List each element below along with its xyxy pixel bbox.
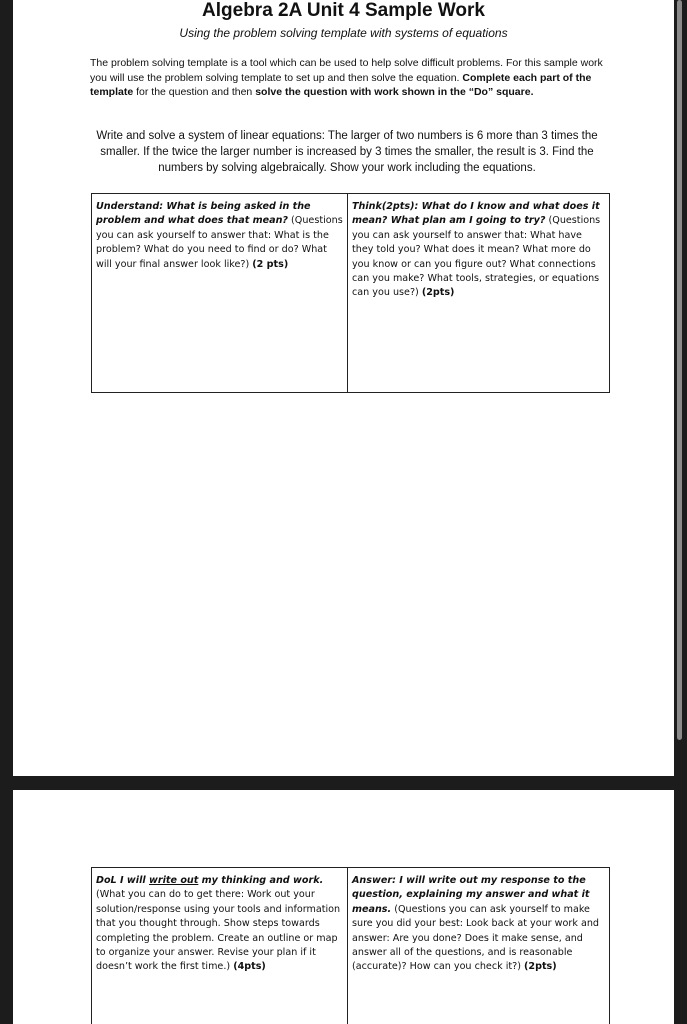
- scrollbar[interactable]: [677, 0, 682, 740]
- intro-paragraph: [90, 56, 605, 100]
- intro-text-2: for the question and then: [133, 86, 256, 98]
- answer-points: (2pts): [524, 961, 557, 973]
- think-points: (2pts): [421, 287, 455, 299]
- answer-cell[interactable]: [347, 868, 609, 1024]
- intro-bold-1: Complete each part of the template: [90, 71, 592, 98]
- think-body: (Questions you can ask yourself to answer that: What have they told you? What does it mean? What more do you know or can you figure out? What connections can you make? What tools, strategies, or equations can you use?): [352, 215, 601, 299]
- answer-body: (Questions you can ask yourself to make sure you did your best: Look back at your work and answer: Are you done? Does it make sense, and answer all of the questions, and is reasonable (accurate)? How can you check it?): [352, 903, 599, 973]
- understand-cell[interactable]: [92, 194, 347, 392]
- template-grid-top: [91, 193, 610, 393]
- do-points: (4pts): [233, 961, 266, 973]
- think-heading: Think(2pts): What do I know and what does it mean? What plan am I going to try?: [352, 201, 600, 227]
- document-page-2: [13, 790, 674, 1024]
- template-grid-bottom: [91, 867, 610, 1024]
- do-heading-b: my thinking and work.: [198, 875, 324, 886]
- document-page-1: [13, 0, 674, 776]
- answer-heading: Answer: I will write out my response to the question, explaining my answer and what it means.: [352, 875, 590, 915]
- think-cell[interactable]: [347, 194, 609, 392]
- understand-points: (2 pts): [252, 258, 289, 270]
- do-body: (What you can do to get there: Work out your solution/response using your tools and information that you thought through. Show steps towards completing the problem. Create an outline or map to organize your answer. Revise your plan if it doesn’t work the first time.): [96, 889, 341, 973]
- page-subtitle: Using the problem solving template with systems of equations: [179, 26, 508, 40]
- understand-body: (Questions you can ask yourself to answer that: What is the problem? What do you need to find or do? What will your final answer look like?): [96, 215, 343, 270]
- understand-heading: Understand: What is being asked in the problem and what does that mean?: [96, 201, 311, 227]
- page-title: Algebra 2A Unit 4 Sample Work: [202, 0, 485, 21]
- do-heading-underlined: write out: [149, 875, 199, 886]
- intro-bold-2: solve the question with work shown in the “Do” square.: [255, 86, 534, 98]
- problem-statement: Write and solve a system of linear equations: The larger of two numbers is 6 more than 3 times the smaller. If the twice the larger number is increased by 3 times the smaller, the result is 3. Find the numbers by solving algebraically. Show your work including the equations.: [96, 130, 598, 174]
- intro-text-1: The problem solving template is a tool which can be used to help solve difficult problems. For this sample work you will use the problem solving template to set up and then solve the equation.: [90, 57, 603, 84]
- do-cell[interactable]: [92, 868, 347, 1024]
- do-heading-a: DoL I will: [96, 875, 149, 886]
